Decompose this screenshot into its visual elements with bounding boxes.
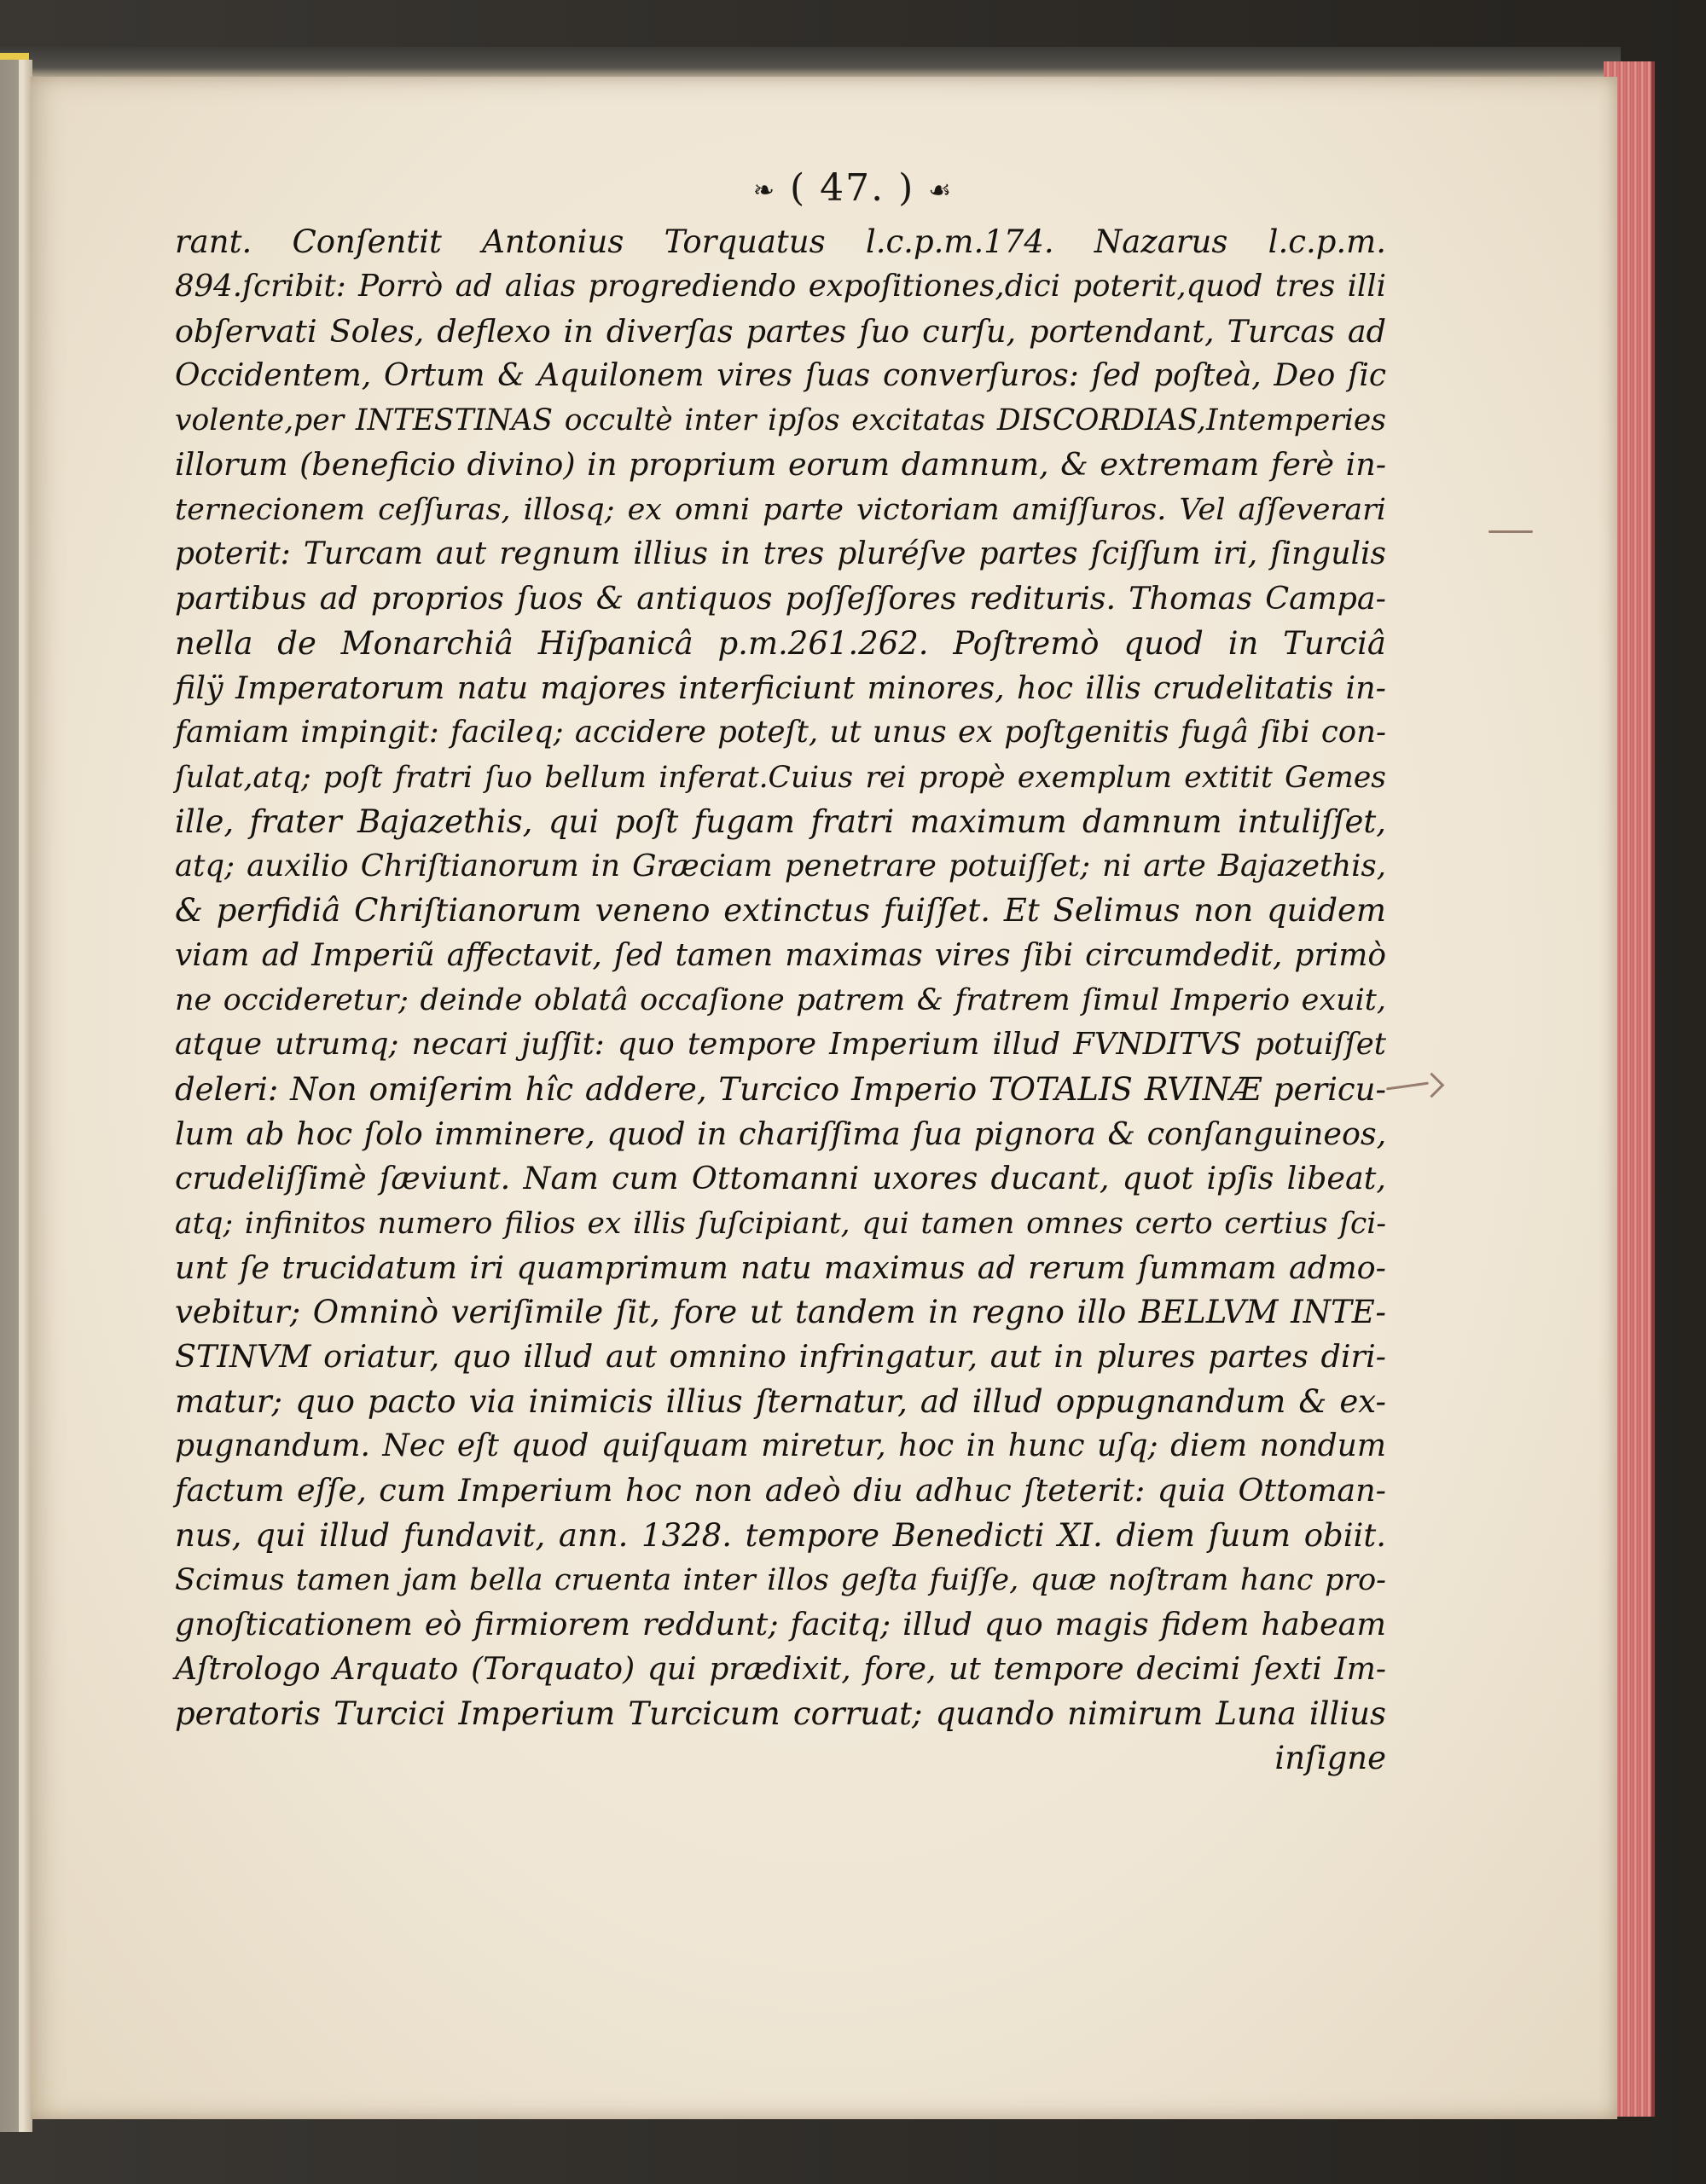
text-line: ſulat,atq; poſt fratri ſuo bellum inferat.Cuius rei propè exemplum extitit Gemes	[175, 760, 1386, 795]
text-line: unt ſe trucidatum iri quamprimum natu maximus ad rerum ſummam admo-	[175, 1248, 1386, 1286]
text-line: ille, frater Bajazethis, qui poſt fugam fratri maximum damnum intuliſſet,	[175, 802, 1386, 840]
text-line: deleri: Non omiſerim hîc addere, Turcico Imperio TOTALIS RVINÆ pericu-	[175, 1070, 1386, 1108]
text-line: factum eſſe, cum Imperium hoc non adeò diu adhuc ſteterit: quia Ottoman-	[175, 1472, 1386, 1509]
text-line: Aſtrologo Arquato (Torquato) qui prædixit, fore, ut tempore decimi ſexti Im-	[175, 1651, 1386, 1687]
text-line: ne occideretur; deinde oblatâ occaſione patrem & fratrem ſimul Imperio exuit,	[175, 983, 1386, 1018]
text-line: Occidentem, Ortum & Aquilonem vires ſuas converſuros: ſed poſteà, Deo ſic	[175, 357, 1386, 393]
text-line: partibus ad proprios ſuos & antiquos poſſeſſores redituris. Thomas Campa-	[175, 580, 1386, 617]
text-line: STINVM oriatur, quo illud aut omnino infringatur, aut in plures partes diri-	[175, 1338, 1386, 1376]
fleuron-right-icon: ☙	[928, 176, 954, 206]
catchword: inſigne	[1274, 1740, 1386, 1777]
text-line: peratoris Turcici Imperium Turcicum corruat; quando nimirum Luna illius	[175, 1694, 1386, 1732]
text-line: gnoſticationem eò firmiorem reddunt; facitq; illud quo magis fidem habeam	[175, 1606, 1386, 1643]
text-block	[175, 220, 1386, 1781]
text-line: poterit: Turcam aut regnum illius in tres pluréſve partes ſciſſum iri, ſingulis	[175, 536, 1386, 572]
text-line: pugnandum. Nec eſt quod quiſquam miretur, hoc in hunc uſq; diem nondum	[175, 1428, 1386, 1464]
text-line: illorum (beneficio divino) in proprium eorum damnum, & extremam ferè in-	[175, 446, 1387, 484]
text-line: famiam impingit: facileq; accidere poteſt, ut unus ex poſtgenitis fugâ ſibi con-	[175, 715, 1387, 750]
text-line: atq; auxilio Chriſtianorum in Græciam penetrare potuiſſet; ni arte Bajazethis,	[175, 849, 1386, 884]
page-header	[0, 166, 1706, 210]
text-line: nus, qui illud fundavit, ann. 1328. tempore Benedicti XI. diem ſuum obiit.	[175, 1516, 1386, 1554]
text-line: crudeliſſimè ſæviunt. Nam cum Ottomanni uxores ducant, quot ipſis libeat,	[175, 1160, 1386, 1197]
text-line: rant. Conſentit Antonius Torquatus l.c.p.m.174. Nazarus l.c.p.m.	[175, 223, 1386, 260]
text-line: 894.ſcribit: Porrò ad alias progrediendo expoſitiones,dici poterit,quod tres illi	[175, 269, 1386, 304]
pencil-margin-mark	[1488, 530, 1533, 533]
text-line: nella de Monarchiâ Hiſpanicâ p.m.261.262. Poſtremò quod in Turciâ	[175, 624, 1386, 662]
text-line: vebitur; Omninò veriſimile ſit, fore ut tandem in regno illo BELLVM INTE-	[175, 1294, 1386, 1331]
text-line: ternecionem ceſſuras, illosq; ex omni parte victoriam amiſſuros. Vel aſſeverari	[175, 492, 1386, 527]
text-line: viam ad Imperiũ affectavit, ſed tamen maximas vires ſibi circumdedit, primò	[175, 937, 1386, 973]
gutter-shadow	[0, 60, 19, 2132]
text-line: Scimus tamen jam bella cruenta inter illos geſta fuiſſe, quæ noſtram hanc pro-	[175, 1562, 1386, 1597]
page-number: ( 47. )	[789, 166, 915, 210]
text-line: matur; quo pacto via inimicis illius ſternatur, ad illud oppugnandum & ex-	[175, 1382, 1386, 1420]
text-line: obſervati Soles, deflexo in diverſas partes ſuo curſu, portendant, Turcas ad	[175, 312, 1386, 350]
book-board-top	[0, 47, 1621, 81]
text-line: atque utrumq; necari juſſit: quo tempore Imperium illud FVNDITVS potuiſſet	[175, 1027, 1386, 1063]
text-line: volente,per INTESTINAS occultè inter ipſos excitatas DISCORDIAS,Intemperies	[175, 403, 1386, 438]
fleuron-left-icon: ❧	[752, 176, 776, 206]
text-line: lum ab hoc ſolo imminere, quod in chariſſima ſua pignora & conſanguineos,	[175, 1115, 1387, 1152]
text-line: filÿ Imperatorum natu majores interficiunt minores, hoc illis crudelitatis in-	[175, 669, 1386, 706]
text-line: & perfidiâ Chriſtianorum veneno extinctus fuiſſet. Et Selimus non quidem	[175, 892, 1386, 930]
text-line: atq; infinitos numero filios ex illis ſuſcipiant, qui tamen omnes certo certius ſci-	[175, 1206, 1386, 1241]
